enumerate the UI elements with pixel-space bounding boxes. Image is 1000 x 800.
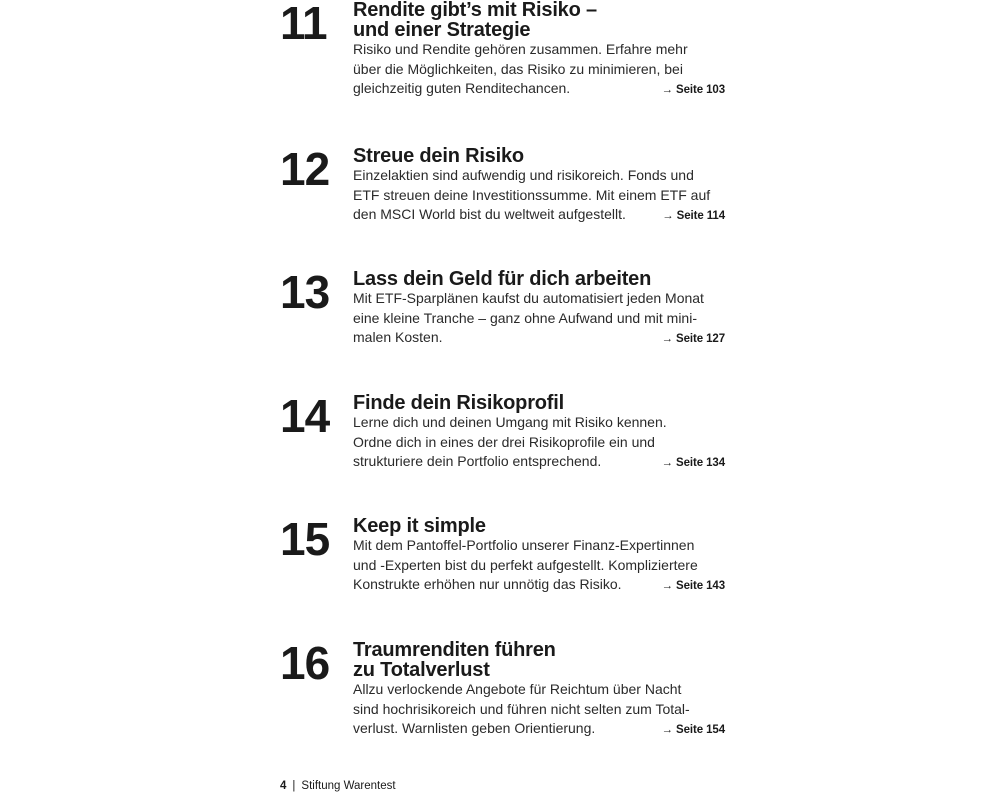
page-reference-link[interactable]: → Seite 127 [661, 333, 725, 345]
title-line: und einer Strategie [353, 19, 531, 41]
entry-title [353, 0, 725, 40]
desc-line: Allzu verlockende Angebote für Reichtum über Nacht [353, 681, 682, 697]
publisher-name: Stiftung Warentest [301, 780, 396, 792]
desc-line: verlust. Warnlisten geben Orientierung. [353, 720, 596, 736]
title-line: Streue dein Risiko [353, 145, 524, 167]
desc-last-row [353, 328, 725, 350]
entry-title [353, 393, 725, 413]
title-line: zu Totalverlust [353, 659, 490, 681]
entry-number: 16 [280, 637, 330, 689]
entry-number: 15 [280, 513, 330, 565]
desc-last-row [353, 79, 725, 101]
entry-title [353, 640, 725, 680]
title-line: Traumrenditen führen [353, 639, 556, 661]
desc-line: und -Experten bist du perfekt aufgestellt. Kompliziertere [353, 556, 698, 573]
desc-line: Risiko und Rendite gehören zusammen. Erfahre mehr [353, 41, 688, 57]
entry-content [353, 269, 725, 350]
entry-content [353, 516, 725, 597]
desc-line: über die Möglichkeiten, das Risiko zu minimieren, bei [353, 60, 683, 77]
desc-line: eine kleine Tranche – ganz ohne Aufwand und mit mini- [353, 309, 697, 326]
desc-line: Konstrukte erhöhen nur unnötig das Risiko. [353, 576, 622, 592]
entry-content [353, 640, 725, 741]
footer-separator: | [292, 780, 296, 792]
entry-content [353, 0, 725, 101]
desc-line: Ordne dich in eines der drei Risikoprofile ein und [353, 433, 655, 450]
desc-last-row [353, 205, 725, 227]
entry-number: 14 [280, 390, 330, 442]
entry-description [353, 166, 725, 227]
entry-content [353, 393, 725, 474]
entry-number: 13 [280, 266, 330, 318]
page-number: 4 [280, 780, 287, 792]
desc-line: malen Kosten. [353, 329, 443, 345]
entry-description [353, 40, 725, 101]
entry-title [353, 269, 725, 289]
desc-line: Einzelaktien sind aufwendig und risikoreich. Fonds und [353, 167, 694, 183]
entry-number: 11 [280, 0, 327, 49]
desc-line: Lerne dich und deinen Umgang mit Risiko kennen. [353, 414, 667, 430]
entry-content [353, 146, 725, 227]
desc-line: strukturiere dein Portfolio entsprechend. [353, 453, 602, 469]
entry-description [353, 680, 725, 741]
desc-last-row [353, 575, 725, 597]
entry-number: 12 [280, 143, 330, 195]
desc-line: Mit ETF-Sparplänen kaufst du automatisiert jeden Monat [353, 290, 704, 306]
page-reference-link[interactable]: → Seite 143 [661, 580, 725, 592]
page-footer [280, 780, 396, 792]
page-reference-link[interactable]: → Seite 134 [661, 457, 725, 469]
page-reference-link[interactable]: → Seite 154 [661, 724, 725, 736]
desc-line: den MSCI World bist du weltweit aufgestellt. [353, 206, 626, 222]
desc-last-row [353, 452, 725, 474]
title-line: Finde dein Risikoprofil [353, 392, 564, 414]
title-line: Lass dein Geld für dich arbeiten [353, 268, 652, 290]
entry-description [353, 536, 725, 597]
desc-line: gleichzeitig guten Renditechancen. [353, 80, 571, 96]
entry-title [353, 146, 725, 166]
desc-line: sind hochrisikoreich und führen nicht selten zum Total- [353, 700, 690, 717]
page-reference-link[interactable]: → Seite 114 [662, 210, 725, 222]
entry-description [353, 413, 725, 474]
title-line: Rendite gibt’s mit Risiko – [353, 0, 597, 21]
entry-description [353, 289, 725, 350]
desc-line: ETF streuen deine Investitionssumme. Mit einem ETF auf [353, 186, 711, 203]
page-reference-link[interactable]: → Seite 103 [661, 84, 725, 96]
desc-line: Mit dem Pantoffel-Portfolio unserer Finanz-Expertinnen [353, 537, 695, 553]
desc-last-row [353, 719, 725, 741]
entry-title [353, 516, 725, 536]
title-line: Keep it simple [353, 515, 486, 537]
